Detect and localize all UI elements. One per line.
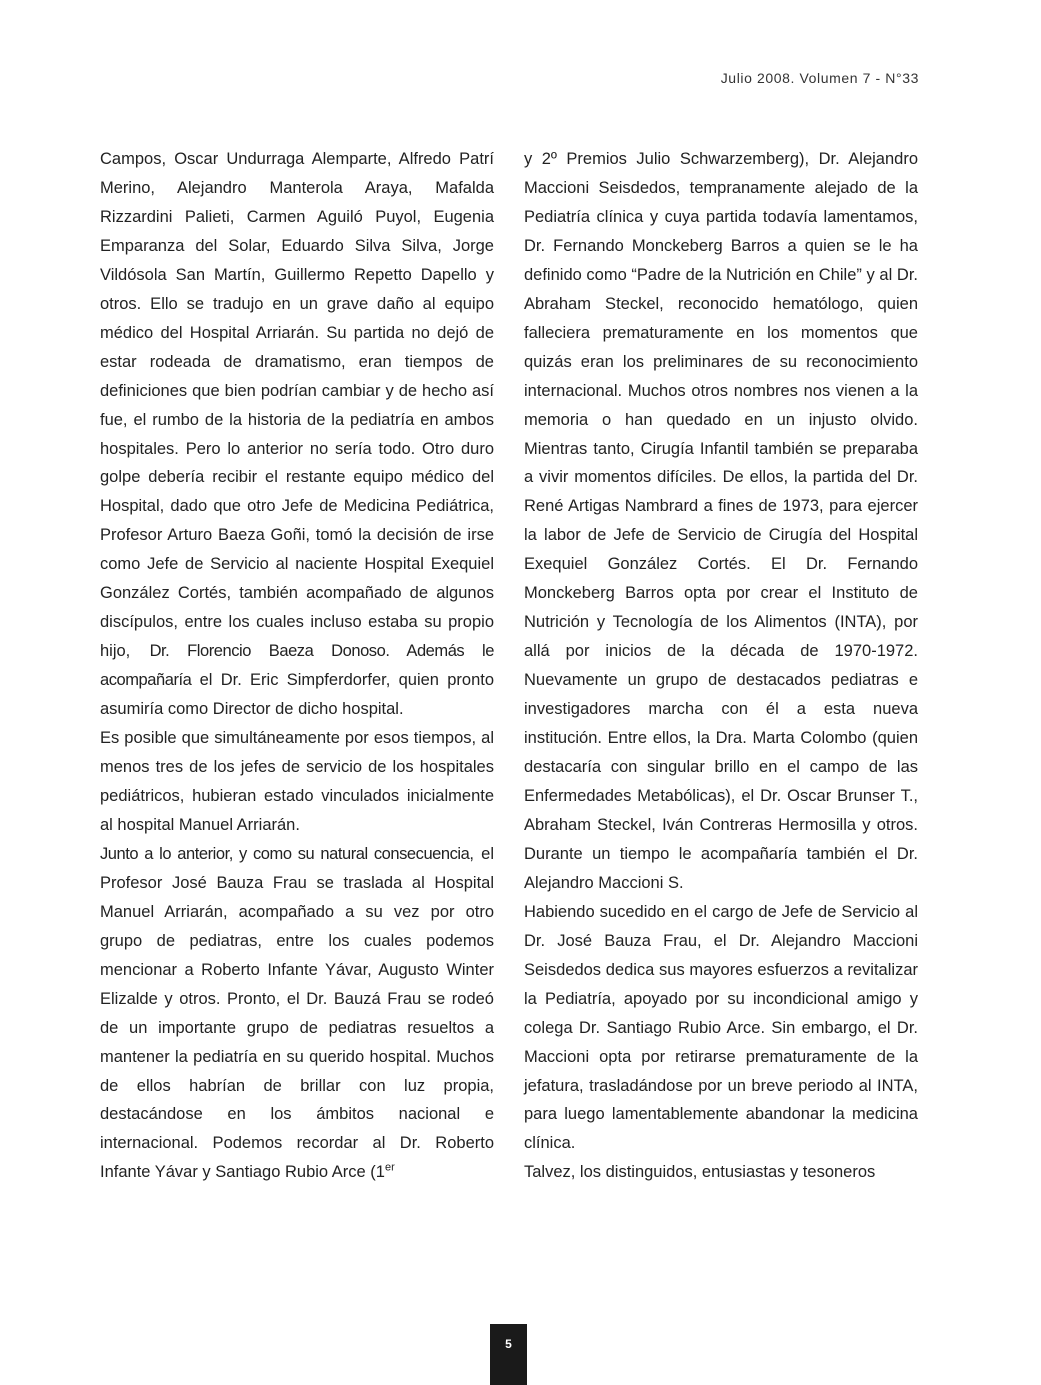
paragraph bbox=[100, 840, 494, 1187]
ordinal-superscript: er bbox=[384, 1161, 395, 1174]
paragraph-text: el Profesor José Bauza Frau se traslada al Hospital Manuel Arriarán, acompañado a su vez por otro grupo de pediatras, entre los cuales podemos mencionar a Roberto Infante Yávar, Augusto Winter Elizalde y otros. Pronto, el Dr. Bauzá Frau se rodeó de un importante grupo de pediatras resueltos a mantener la pediatría en su querido hospital. Muchos de ellos habrían de brillar con luz propia, destacándose en los ámbitos nacional e internacional. Podemos recordar al Dr. Roberto Infante Yávar y Santiago Rubio Arce (1 bbox=[100, 844, 494, 1182]
paragraph bbox=[100, 145, 494, 724]
paragraph: Habiendo sucedido en el cargo de Jefe de Servicio al Dr. José Bauza Frau, el Dr. Alejandro Maccioni Seisdedos dedica sus mayores esfuerzos a revitalizar la Pediatría, apoyado por su incondicional amigo y colega Dr. Santiago Rubio Arce. Sin embargo, el Dr. Maccioni opta por retirarse prematuramente de la jefatura, trasladándose por un breve periodo al INTA, para luego lamentablemente abandonar la medicina clínica. bbox=[524, 902, 918, 1153]
paragraph-text: el Dr. Eric Simpferdorfer, quien pronto asumiría como Director de dicho hospital. bbox=[100, 671, 495, 719]
left-column bbox=[100, 145, 494, 1187]
paragraph: Talvez, los distinguidos, entusiastas y tesoneros bbox=[524, 1163, 876, 1182]
paragraph: Es posible que simultáneamente por esos tiempos, al menos tres de los jefes de servicio de los hospitales pediátricos, hubieran estado vinculados inicialmente al hospital Manuel Arriarán. bbox=[100, 729, 494, 834]
right-column bbox=[524, 145, 918, 1187]
paragraph: y 2º Premios Julio Schwarzemberg), Dr. Alejandro Maccioni Seisdedos, tempranamente alejado de la Pediatría clínica y cuya partida todavía lamentamos, Dr. Fernando Monckeberg Barros a quien se le ha definido como “Padre de la Nutrición en Chile” y al Dr. Abraham Steckel, reconocido hematólogo, quien falleciera prematuramente en los momentos que quizás eran los preliminares de su reconocimiento internacional. Muchos otros nombres nos vienen a la memoria o han quedado en un injusto olvido. Mientras tanto, Cirugía Infantil también se preparaba a vivir momentos difíciles. De ellos, la partida del Dr. René Artigas Nambrard a fines de 1973, para ejercer la labor de Jefe de Servicio de Cirugía del Hospital Exequiel González Cortés. El Dr. Fernando Monckeberg Barros opta por crear el Instituto de Nutrición y Tecnología de los Alimentos (INTA), por allá por inicios de la década de 1970-1972. Nuevamente un grupo de destacados pediatras e investigadores marcha con él a esta nueva institución. Entre ellos, la Dra. Marta Colombo (quien destacaría con singular brillo en el campo de las Enfermedades Metabólicas), el Dr. Oscar Brunser T., Abraham Steckel, Iván Contreras Hermosilla y otros. Durante un tiempo le acompañaría también el Dr. Alejandro Maccioni S. bbox=[524, 150, 918, 892]
paragraph-text-condensed: Junto a lo anterior, y como su natural consecuencia, bbox=[100, 844, 474, 863]
page-number-tab bbox=[490, 1324, 527, 1385]
page-number: 5 bbox=[505, 1337, 512, 1351]
paragraph-text: Campos, Oscar Undurraga Alemparte, Alfredo Patrí Merino, Alejandro Manterola Araya, Mafalda Rizzardini Palieti, Carmen Aguiló Puyol, Eugenia Emparanza del Solar, Eduardo Silva Silva, Jorge Vildósola San Martín, Guillermo Repetto Dapello y otros. Ello se tradujo en un grave daño al equipo médico del Hospital Arriarán. Su partida no dejó de estar rodeada de dramatismo, eran tiempos de definiciones que bien podrían cambiar y de hecho así fue, el rumbo de la historia de la pediatría en ambos hospitales. Pero lo anterior no sería todo. Otro duro golpe debería recibir el restante equipo médico del Hospital, dado que otro Jefe de Medicina Pediátrica, Profesor Arturo Baeza Goñi, tomó la decisión de irse como Jefe de Servicio al naciente Hospital Exequiel González Cortés, también acompañado de algunos discípulos, entre los cuales incluso estaba su propio hijo, bbox=[100, 150, 494, 661]
paragraph-text-condensed: Dr. Florencio Baeza Donoso. Además le acompañaría bbox=[100, 642, 494, 690]
issue-header: Julio 2008. Volumen 7 - N°33 bbox=[720, 70, 919, 86]
